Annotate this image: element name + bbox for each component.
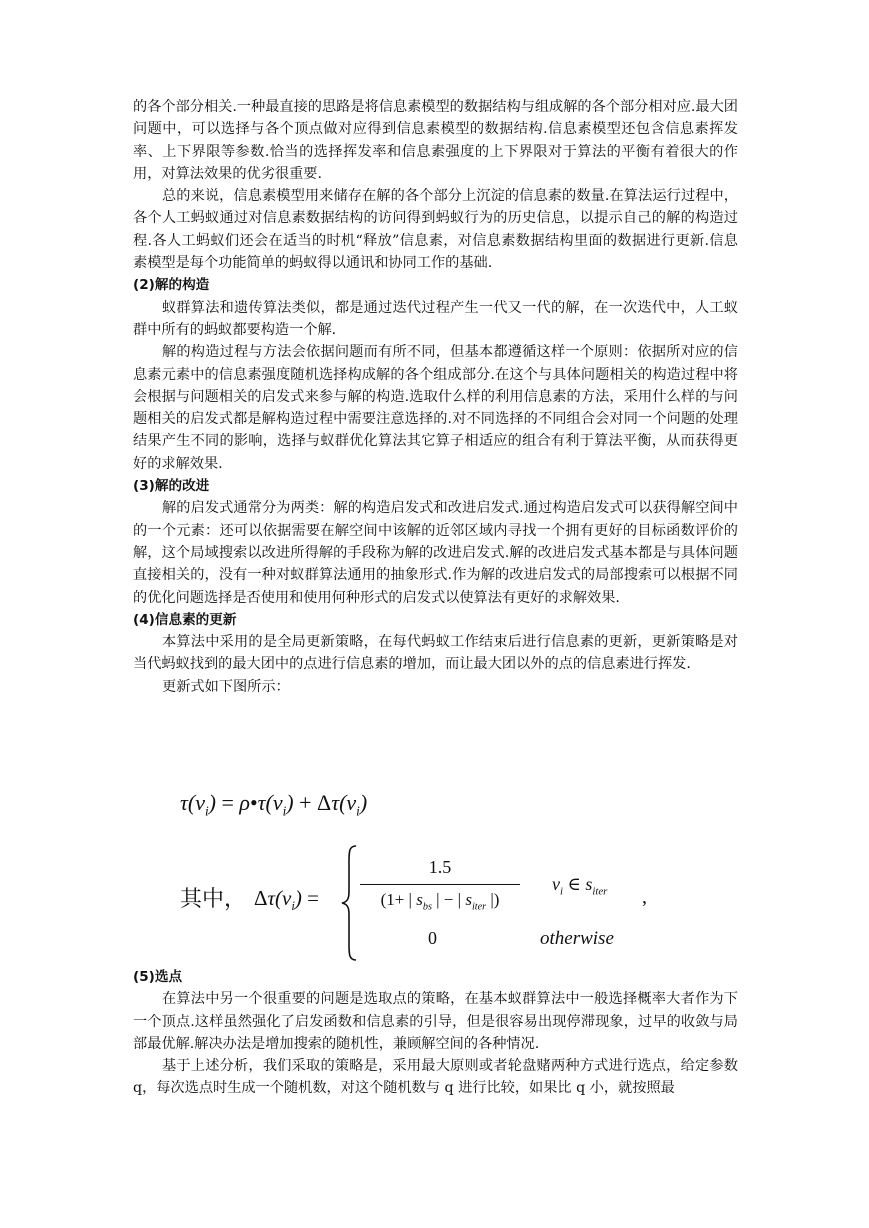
fraction-bar — [360, 884, 520, 885]
delta-formula — [180, 850, 869, 960]
formula-comma: , — [642, 886, 647, 908]
paragraph-update-2: 更新式如下图所示： — [162, 678, 290, 695]
body-text-top — [133, 96, 738, 698]
paragraph-pheromone-summary: 总的来说，信息素模型用来储存在解的各个部分上沉淀的信息素的数量.在算法运行过程中，各个人工蚂蚁通过对信息素数据结构的访问得到蚂蚁行为的历史信息，以提示自己的解的构造过程.各人工蚂蚁们还会在适当的时机“释放”信息素，对信息素数据结构里面的数据进行更新.信息素模型是每个功能简单的蚂蚁得以通讯和协同工作的基础. — [133, 188, 738, 272]
condition-in-set: $\nu_i$ ∈ $s_{iter}$ — [552, 874, 608, 898]
body-text-bottom — [133, 966, 738, 1100]
fraction-numerator: 1.5 — [428, 857, 452, 877]
section-heading-solution-construction: (2)解的构造 — [133, 277, 210, 294]
left-brace — [340, 844, 360, 962]
delta-lhs: $\Delta\tau(\nu_i)$ = — [254, 886, 319, 914]
section-heading-pheromone-update: (4)信息素的更新 — [133, 611, 237, 628]
section-heading-solution-improvement: (3)解的改进 — [133, 478, 210, 495]
formula-label: 其中， — [180, 887, 247, 912]
section-heading-point-selection: (5)选点 — [133, 969, 183, 985]
paragraph-selection-1: 在算法中另一个很重要的问题是选取点的策略，在基本蚁群算法中一般选择概率大者作为下一个顶点.这样虽然强化了启发函数和信息素的引导，但是很容易出现停滞现象，过早的收敛与局部最优解.解决办法是增加搜索的随机性，兼顾解空间的各种情况. — [133, 991, 738, 1052]
paragraph-selection-2: 基于上述分析，我们采取的策略是，采用最大原则或者轮盘赌两种方式进行选点，给定参数 q，每次选点时生成一个随机数，对这个随机数与 q 进行比较，如果比 q 小，就按照最 — [133, 1058, 738, 1097]
paragraph-construction-2: 解的构造过程与方法会依据问题而有所不同，但基本都遵循这样一个原则：依据所对应的信息素元素中的信息素强度随机选择构成解的各个组成部分.在这个与具体问题相关的构造过程中将会根据与问题相关的启发式来参与解的构造.选取什么样的利用信息素的方法，采用什么样的与问题相关的启发式都是解构造过程中需要注意选择的.对不同选择的不同组合会对同一个问题的处理结果产生不同的影响，选择与蚁群优化算法其它算子相适应的组合有利于算法平衡，从而获得更好的求解效果. — [133, 344, 738, 472]
update-formula: $\tau(\nu_i)$ = $\rho•\tau(\nu_i) + \Delta\tau(\nu_i)$ — [180, 790, 368, 819]
paragraph-pheromone-model: 的各个部分相关.一种最直接的思路是将信息素模型的数据结构与组成解的各个部分相对应.最大团问题中，可以选择与各个顶点做对应得到信息素模型的数据结构.信息素模型还包含信息素挥发率、上下界限等参数.恰当的选择挥发率和信息素强度的上下界限对于算法的平衡有着很大的作用，对算法效果的优劣很重要. — [133, 99, 738, 182]
value-zero: 0 — [428, 928, 437, 948]
paragraph-improvement: 解的启发式通常分为两类：解的构造启发式和改进启发式.通过构造启发式可以获得解空间中的一个元素：还可以依据需要在解空间中该解的近邻区域内寻找一个拥有更好的目标函数评价的解，这个局域搜索以改进所得解的手段称为解的改进启发式.解的改进启发式基本都是与具体问题直接相关的，没有一种对蚁群算法通用的抽象形式.作为解的改进启发式的局部搜索可以根据不同的优化问题选择是否使用和使用何种形式的启发式以使算法有更好的求解效果. — [133, 500, 738, 606]
fraction-denominator: (1+ | $s_{bs}$ | − | $s_{iter}$ |) — [380, 890, 500, 913]
paragraph-construction-1: 蚁群算法和遗传算法类似，都是通过迭代过程产生一代又一代的解，在一次迭代中，人工蚁群中所有的蚂蚁都要构造一个解. — [133, 299, 738, 338]
fraction — [360, 856, 520, 919]
condition-otherwise: otherwise — [540, 928, 614, 949]
paragraph-update-1: 本算法中采用的是全局更新策略，在每代蚂蚁工作结束后进行信息素的更新，更新策略是对当代蚂蚁找到的最大团中的点进行信息素的增加，而让最大团以外的点的信息素进行挥发. — [133, 634, 738, 673]
